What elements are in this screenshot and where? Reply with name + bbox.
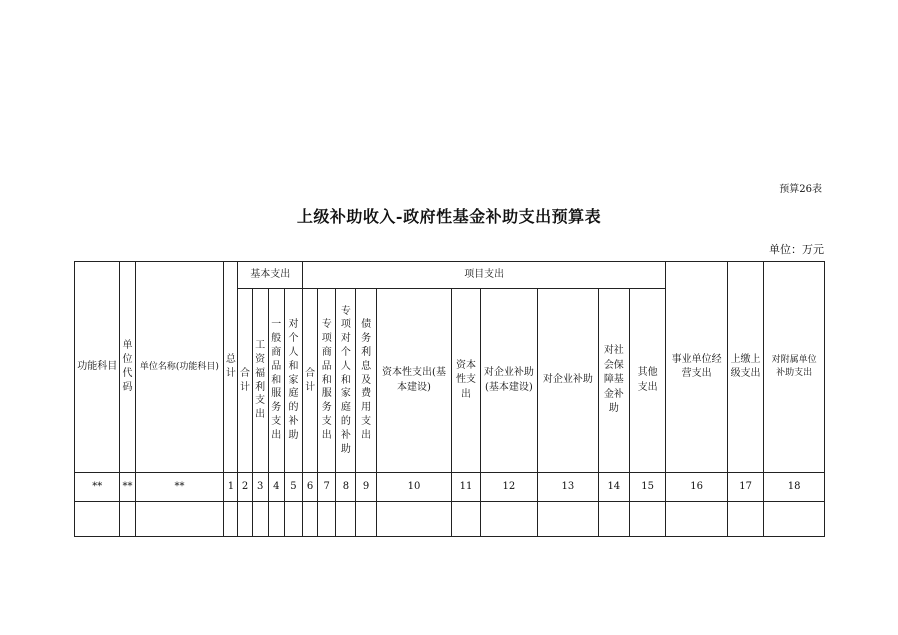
data-cell[interactable]: [727, 502, 763, 537]
header-project-expenditure: 项目支出: [303, 262, 666, 289]
index-row: [75, 473, 825, 502]
unit-label: 单位：万元: [769, 243, 824, 256]
data-cell[interactable]: [452, 502, 480, 537]
data-cell[interactable]: [480, 502, 538, 537]
index-cell: **: [75, 473, 120, 502]
header-total: 总计: [224, 262, 238, 473]
index-cell: 10: [376, 473, 452, 502]
data-cell[interactable]: [224, 502, 238, 537]
header-project-other: 其他支出: [629, 289, 665, 473]
index-cell: 9: [356, 473, 376, 502]
header-basic-personal: 对个人和家庭的补助: [284, 289, 302, 473]
data-cell[interactable]: [238, 502, 252, 537]
data-cell[interactable]: [538, 502, 599, 537]
index-cell: 14: [598, 473, 629, 502]
data-cell[interactable]: [318, 502, 336, 537]
data-cell[interactable]: [284, 502, 302, 537]
header-basic-subtotal: 合计: [238, 289, 252, 473]
header-project-capital: 资本性支出: [452, 289, 480, 473]
index-cell: 12: [480, 473, 538, 502]
index-cell: **: [135, 473, 224, 502]
data-cell[interactable]: [764, 502, 825, 537]
data-cell[interactable]: [303, 502, 318, 537]
header-basic-goods: 一般商品和服务支出: [268, 289, 284, 473]
data-cell[interactable]: [376, 502, 452, 537]
index-cell: 2: [238, 473, 252, 502]
header-basic-expenditure: 基本支出: [238, 262, 303, 289]
header-business-unit: 事业单位经营支出: [666, 262, 728, 473]
data-cell[interactable]: [356, 502, 376, 537]
data-cell[interactable]: [120, 502, 135, 537]
header-affiliated-subsidy: 对附属单位补助支出: [764, 262, 825, 473]
empty-data-row: [75, 502, 825, 537]
data-cell[interactable]: [135, 502, 224, 537]
header-project-subtotal: 合计: [303, 289, 318, 473]
header-project-social-security: 对社会保障基金补助: [598, 289, 629, 473]
header-project-special-personal: 专项对个人和家庭的补助: [336, 289, 356, 473]
data-cell[interactable]: [268, 502, 284, 537]
index-cell: 5: [284, 473, 302, 502]
header-unit-name: 单位名称(功能科目): [135, 262, 224, 473]
header-func-subject: 功能科目: [75, 262, 120, 473]
header-unit-code: 单位代码: [120, 262, 135, 473]
header-project-debt-interest: 债务利息及费用支出: [356, 289, 376, 473]
index-cell: 4: [268, 473, 284, 502]
index-cell: 13: [538, 473, 599, 502]
budget-table: [74, 261, 825, 537]
data-cell[interactable]: [336, 502, 356, 537]
header-project-enterprise: 对企业补助: [538, 289, 599, 473]
header-basic-wages: 工资福利支出: [252, 289, 268, 473]
data-cell[interactable]: [629, 502, 665, 537]
page-title: 上级补助收入-政府性基金补助支出预算表: [296, 207, 602, 226]
data-cell[interactable]: [598, 502, 629, 537]
header-project-special-goods: 专项商品和服务支出: [318, 289, 336, 473]
index-cell: 18: [764, 473, 825, 502]
data-cell[interactable]: [75, 502, 120, 537]
header-remit-superior: 上缴上级支出: [727, 262, 763, 473]
data-cell[interactable]: [666, 502, 728, 537]
index-cell: 15: [629, 473, 665, 502]
index-cell: 1: [224, 473, 238, 502]
index-cell: 6: [303, 473, 318, 502]
index-cell: 8: [336, 473, 356, 502]
header-project-enterprise-construction: 对企业补助(基本建设): [480, 289, 538, 473]
header-row-group: [75, 262, 825, 289]
form-code: 预算26表: [779, 184, 822, 195]
data-cell[interactable]: [252, 502, 268, 537]
index-cell: 7: [318, 473, 336, 502]
header-project-capital-construction: 资本性支出(基本建设): [376, 289, 452, 473]
index-cell: 17: [727, 473, 763, 502]
index-cell: 16: [666, 473, 728, 502]
index-cell: **: [120, 473, 135, 502]
index-cell: 11: [452, 473, 480, 502]
index-cell: 3: [252, 473, 268, 502]
